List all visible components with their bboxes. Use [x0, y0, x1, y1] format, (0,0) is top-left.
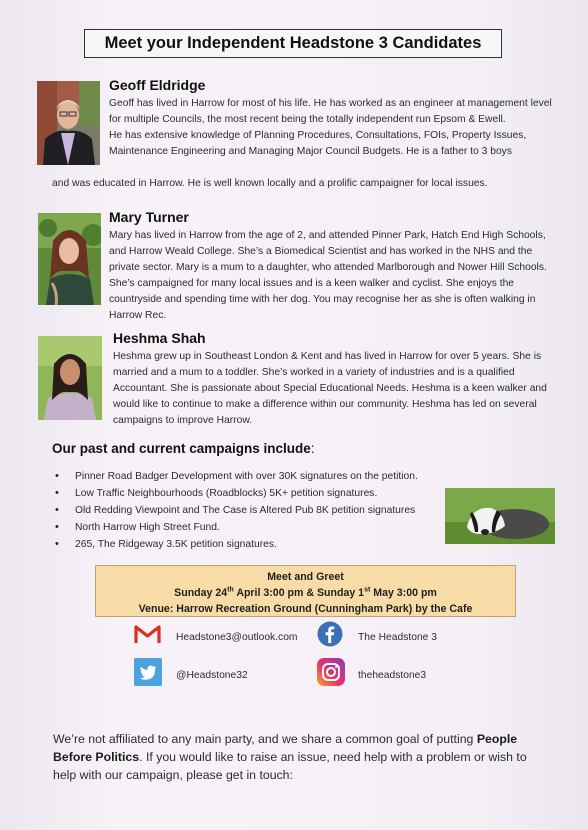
geoff-bio-paragraph-2: He has extensive knowledge of Planning Procedures, Consultations, FOIs, Property Issues, Maintenance Engineering and Managing Major Council Budgets. He is a father to 3 boys [109, 130, 527, 157]
email-address[interactable]: Headstone3@outlook.com [176, 632, 298, 643]
candidate-bio-heshma: Heshma grew up in Southeast London & Kent and has lived in Harrow for over 5 years. She is married and a mum to a toddler. She’s worked in a variety of industries and is a qualified Accountant. She is passionate about Special Educational Needs. Heshma is a keen walker and would like to continue to make a difference within our community. Heshma has led on several campaigns to improve Harrow. [113, 351, 547, 426]
candidate-bio-mary: Mary has lived in Harrow from the age of 2, and attended Pinner Park, Hatch End High Schools, and Harrow Weald College. She’s a Biomedical Scientist and has worked in the NHS and the private sector. Mary is a mum to a daughter, who attended Marlborough and Nower Hill Schools. She’s campaigned for many local issues and is a keen walker and cyclist. She enjoys the countryside and spending time with her dog. You may recognise her as she is often walking in Harrow Rec. [109, 230, 547, 321]
campaigns-heading-text: Our past and current campaigns include [52, 441, 311, 456]
badger-photo [445, 488, 555, 544]
geoff-eldridge-photo [37, 81, 100, 165]
meet-venue: Venue: Harrow Recreation Ground (Cunningham Park) by the Cafe [138, 603, 473, 615]
footer-bold: People Before Politics [53, 732, 518, 764]
meet-and-greet-box [95, 565, 516, 617]
facebook-handle[interactable]: The Headstone 3 [358, 632, 437, 643]
page-title [84, 29, 502, 58]
list-item: • Old Redding Viewpoint and The Case is Altered Pub 8K petition signatures [52, 502, 418, 519]
instagram-icon [317, 658, 345, 686]
candidate-name-mary: Mary Turner [109, 209, 189, 225]
footer-paragraph [53, 730, 553, 784]
heshma-shah-photo [38, 336, 102, 420]
candidate-name-heshma: Heshma Shah [113, 330, 206, 346]
campaigns-heading [52, 441, 315, 456]
meet-date2-post: May 3:00 pm [370, 587, 437, 599]
mary-turner-photo [38, 213, 101, 305]
gmail-icon [134, 624, 161, 644]
footer-text-2: . If you would like to raise an issue, need help with a problem or wish to help with our campaign, please get in touch: [53, 750, 527, 782]
meet-date1-pre: Sunday 24 [174, 587, 228, 599]
geoff-bio-paragraph-1: Geoff has lived in Harrow for most of his life. He has worked as an engineer at management level for multiple Councils, the most recent being the totally independent run Epsom & Ewell. [109, 98, 552, 125]
list-item: • Pinner Road Badger Development with over 30K signatures on the petition. [52, 468, 418, 485]
facebook-icon [317, 621, 343, 647]
list-item: • 265, The Ridgeway 3.5K petition signatures. [52, 536, 418, 553]
footer-text-1: We’re not affiliated to any main party, and we share a common goal of putting [53, 732, 477, 746]
campaigns-heading-colon: : [310, 441, 315, 456]
meet-title: Meet and Greet [267, 571, 344, 583]
page-title-text: Meet your Independent Headstone 3 Candidates [104, 34, 482, 52]
meet-dates [96, 585, 515, 601]
list-item: • North Harrow High Street Fund. [52, 519, 418, 536]
twitter-icon [134, 658, 162, 686]
candidate-bio-geoff [109, 96, 561, 160]
meet-date1-sup: th [227, 586, 234, 594]
meet-date1-post: April 3:00 pm & Sunday 1 [233, 587, 365, 599]
instagram-handle[interactable]: theheadstone3 [358, 670, 427, 681]
twitter-handle[interactable]: @Headstone32 [176, 670, 248, 681]
candidate-name-geoff: Geoff Eldridge [109, 77, 206, 93]
campaigns-list [52, 468, 418, 553]
list-item: • Low Traffic Neighbourhoods (Roadblocks) 5K+ petition signatures. [52, 485, 418, 502]
meet-date2-sup: st [364, 586, 371, 594]
geoff-bio-continuation: and was educated in Harrow. He is well known locally and a prolific campaigner for local issues. [52, 178, 488, 189]
